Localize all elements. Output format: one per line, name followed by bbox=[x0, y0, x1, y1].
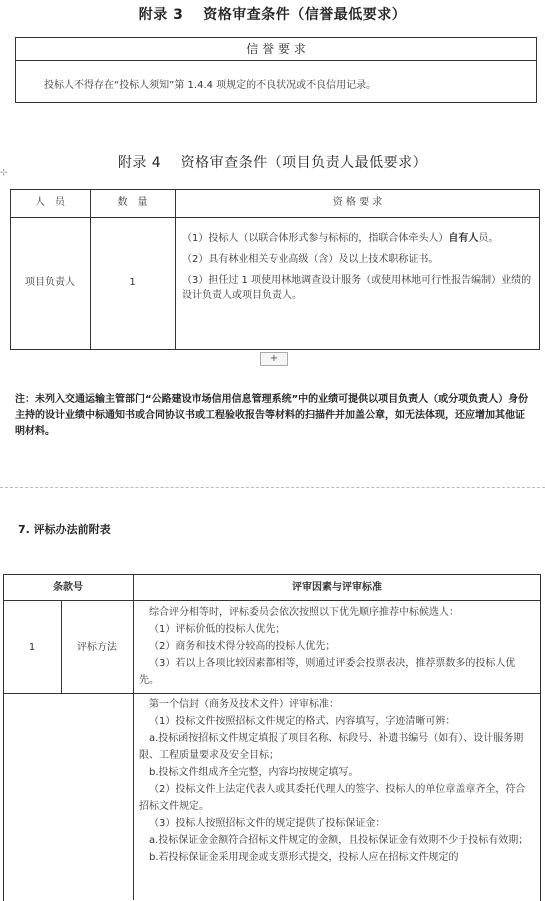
col-header-person: 人 员 bbox=[35, 197, 65, 208]
appendix3-header: 信 誉 要 求 bbox=[16, 38, 536, 61]
row1-name: 评标方法 bbox=[77, 642, 117, 653]
cell-requirements bbox=[182, 231, 534, 303]
requirement-2: （2）具有林业相关专业高级（含）及以上技术职称证书。 bbox=[182, 254, 439, 265]
table-handle-icon[interactable]: ⊹ bbox=[0, 168, 8, 178]
row1-number: 1 bbox=[28, 642, 36, 653]
page-break-divider bbox=[0, 487, 545, 488]
appendix3-title: 附录 3 资格审查条件（信誉最低要求） bbox=[138, 7, 407, 23]
section7-title: 7. 评标办法前附表 bbox=[18, 523, 111, 536]
appendix3-box bbox=[15, 37, 537, 103]
col-header-criteria: 评审因素与评审标准 bbox=[292, 582, 382, 593]
appendix3-content: 投标人不得存在“投标人须知”第 1.4.4 项规定的不良状况或不良信用记录。 bbox=[44, 80, 377, 91]
row1-content: 综合评分相等时，评标委员会依次按照以下优先顺序推荐中标候选人： （1）评标价低的投标人优先； （2）商务和技术得分较高的投标人优先； （3）若以上各项比较因素都相等，则通过评委会投票表决，推荐票数多的投标人优先。 bbox=[139, 607, 516, 686]
requirement-3: （3）担任过 1 项使用林地调查设计服务（或使用林地可行性报告编制）业绩的设计负责人或项目负责人。 bbox=[182, 275, 532, 301]
col-header-clause: 条款号 bbox=[53, 582, 83, 593]
col-header-requirements: 资 格 要 求 bbox=[332, 197, 383, 208]
col-header-qty: 数 量 bbox=[117, 197, 148, 208]
cell-person: 项目负责人 bbox=[25, 277, 75, 288]
evaluation-table bbox=[3, 574, 541, 900]
note-text: 注：未列入交通运输主管部门“公路建设市场信用信息管理系统”中的业绩可提供以项目负责人（或分项负责人）身份主持的设计业绩中标通知书或合同协议书或工程验收报告等材料的扫描件并加盖公章，如无法体现，还应增加其他证明材料。 bbox=[15, 394, 529, 437]
requirement-1: （1）投标人（以联合体形式参与标标的，指联合体牵头人）自有人员。 bbox=[182, 233, 499, 244]
row2-content: 第一个信封（商务及技术文件）评审标准： （1）投标文件按照招标文件规定的格式、内容填写，字迹清晰可辨： a.投标函按招标文件规定填报了项目名称、标段号、补遗书编号（如有）、设计服务期限、工程质量要求及安全目标； b.投标文件组成齐全完整，内容均按规定填写。 （2）投标文件上法定代表人或其委托代理人的签字、投标人的单位章盖章齐全，符合招标文件规定。 （3）投标人按照招标文件的规定提供了投标保证金： a.投标保证金金额符合招标文件规定的金额，且投标保证金有效期不少于投标有效期； b.若投标保证金采用现金或支票形式提交，投标人应在招标文件规定的 bbox=[139, 699, 529, 863]
add-row-button[interactable]: + bbox=[260, 352, 288, 366]
cell-qty: 1 bbox=[129, 277, 136, 288]
appendix4-title: 附录 4 资格审查条件（项目负责人最低要求） bbox=[117, 155, 428, 171]
appendix4-table bbox=[10, 189, 540, 350]
